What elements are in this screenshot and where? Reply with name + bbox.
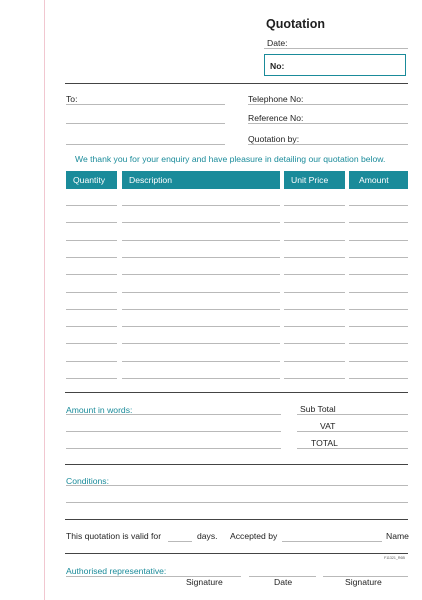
amount-in-words-line-2[interactable] [66,431,281,432]
column-header-unit-price: Unit Price [284,171,345,189]
to-field-line-2[interactable] [66,123,225,124]
description-cell[interactable] [122,257,280,258]
unit-price-cell[interactable] [284,257,345,258]
unit-price-cell[interactable] [284,326,345,327]
unit-price-cell[interactable] [284,292,345,293]
quantity-cell[interactable] [66,326,117,327]
accepted-by-field[interactable] [282,541,382,542]
sub-total-field[interactable] [297,414,408,415]
description-cell[interactable] [122,326,280,327]
form-code: F11321_R6B [384,556,405,560]
quantity-cell[interactable] [66,378,117,379]
description-cell[interactable] [122,343,280,344]
header-rule [65,83,408,84]
date-signoff-label: Date [274,577,293,587]
quantity-cell[interactable] [66,222,117,223]
amount-cell[interactable] [349,326,408,327]
description-cell[interactable] [122,378,280,379]
amount-cell[interactable] [349,309,408,310]
amount-cell[interactable] [349,257,408,258]
page-title: Quotation [266,17,326,31]
quantity-cell[interactable] [66,274,117,275]
validity-top-rule [65,519,408,520]
amount-in-words-label: Amount in words: [66,405,133,415]
quotation-number-field[interactable] [264,54,406,76]
amount-cell[interactable] [349,361,408,362]
quantity-cell[interactable] [66,205,117,206]
description-cell[interactable] [122,361,280,362]
to-field-line-3[interactable] [66,144,225,145]
telephone-field[interactable] [248,104,408,105]
total-label: TOTAL [311,438,338,448]
column-header-quantity: Quantity [66,171,117,189]
amount-in-words-line-1[interactable] [66,414,281,415]
quantity-cell[interactable] [66,240,117,241]
to-field-line-1[interactable] [66,104,225,105]
validity-text: This quotation is valid for [66,531,162,541]
quantity-cell[interactable] [66,361,117,362]
description-cell[interactable] [122,240,280,241]
description-cell[interactable] [122,274,280,275]
unit-price-cell[interactable] [284,361,345,362]
conditions-label: Conditions: [66,476,109,486]
conditions-line-1[interactable] [66,485,408,486]
sub-total-label: Sub Total [300,404,336,414]
table-bottom-rule [65,392,408,393]
unit-price-cell[interactable] [284,343,345,344]
description-cell[interactable] [122,292,280,293]
description-cell[interactable] [122,309,280,310]
description-cell[interactable] [122,222,280,223]
vat-label: VAT [320,421,336,431]
signature-right-label: Signature [345,577,382,587]
accepted-by-label: Accepted by [230,531,278,541]
conditions-line-2[interactable] [66,502,408,503]
amount-cell[interactable] [349,343,408,344]
amount-cell[interactable] [349,222,408,223]
days-label: days. [197,531,218,541]
intro-text: We thank you for your enquiry and have pleasure in detailing our quotation below. [75,154,386,164]
quantity-cell[interactable] [66,309,117,310]
quotation-by-label: Quotation by: [248,134,300,144]
reference-field[interactable] [248,123,408,124]
signature-left-label: Signature [186,577,223,587]
unit-price-cell[interactable] [284,309,345,310]
total-field[interactable] [297,448,408,449]
date-field[interactable] [264,48,408,49]
conditions-top-rule [65,464,408,465]
unit-price-cell[interactable] [284,222,345,223]
amount-cell[interactable] [349,274,408,275]
telephone-label: Telephone No: [248,94,304,104]
authorised-representative-label: Authorised representative: [66,566,167,576]
unit-price-cell[interactable] [284,274,345,275]
unit-price-cell[interactable] [284,205,345,206]
validity-days-field[interactable] [168,541,192,542]
perforation-line [44,0,45,600]
vat-field[interactable] [297,431,408,432]
quantity-cell[interactable] [66,292,117,293]
date-label: Date: [267,38,288,48]
amount-cell[interactable] [349,378,408,379]
unit-price-cell[interactable] [284,378,345,379]
unit-price-cell[interactable] [284,240,345,241]
no-label: No: [270,61,285,71]
description-cell[interactable] [122,205,280,206]
signoff-top-rule [65,553,408,554]
to-label: To: [66,94,78,104]
column-header-amount: Amount [349,171,408,189]
name-label: Name [386,531,409,541]
quantity-cell[interactable] [66,257,117,258]
amount-cell[interactable] [349,205,408,206]
reference-label: Reference No: [248,113,304,123]
amount-in-words-line-3[interactable] [66,448,281,449]
quantity-cell[interactable] [66,343,117,344]
amount-cell[interactable] [349,292,408,293]
amount-cell[interactable] [349,240,408,241]
column-header-description: Description [122,171,280,189]
quotation-by-field[interactable] [248,144,408,145]
